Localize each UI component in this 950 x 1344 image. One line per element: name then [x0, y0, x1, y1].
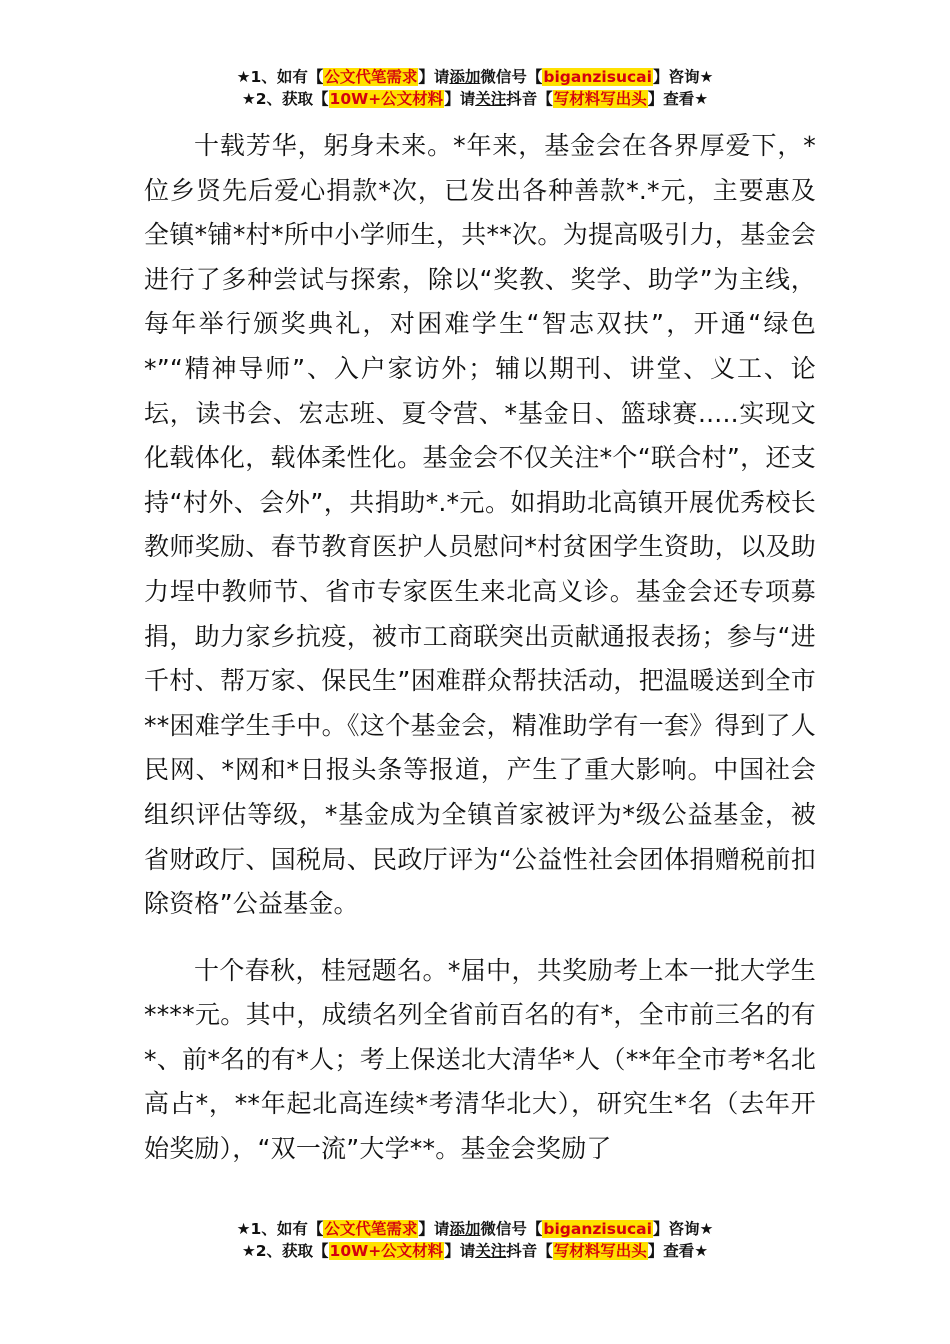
highlight-wechat-id: biganzisucai: [543, 68, 652, 86]
banner-text: 1、如有【: [250, 68, 324, 86]
banner-text: 】咨询★: [652, 68, 714, 86]
banner-text: 】请: [444, 1242, 476, 1260]
banner-text: 】查看★: [647, 90, 709, 108]
banner-line-2: [0, 88, 950, 110]
star-icon: ★: [241, 90, 256, 108]
banner-line-1: [0, 1218, 950, 1240]
document-body: [144, 124, 816, 1172]
header-ad-banner: [0, 66, 950, 110]
banner-text: 微信号【: [480, 1220, 543, 1238]
highlight-wechat-id: biganzisucai: [543, 1220, 652, 1238]
footer-ad-banner: [0, 1218, 950, 1262]
banner-text: 】请: [418, 1220, 450, 1238]
highlight-service: 公文代笔需求: [324, 68, 418, 86]
banner-text: 2、获取【: [255, 1242, 329, 1260]
highlight-douyin-account: 写材料写出头: [553, 1242, 647, 1260]
highlight-materials: 10W+公文材料: [329, 1242, 444, 1260]
paragraph-2: 十个春秋，桂冠题名。*届中，共奖励考上本一批大学生****元。其中，成绩名列全省前百名的有*，全市前三名的有*、前*名的有*人；考上保送北大清华*人（**年全市考*名北高占*，**年起北高连续*考清华北大），研究生*名（去年开始奖励），“双一流”大学**。基金会奖励了: [144, 955, 816, 1164]
banner-text: 微信号【: [480, 68, 543, 86]
underlined-follow: 关注: [475, 90, 507, 108]
banner-text: 2、获取【: [255, 90, 329, 108]
banner-text: 抖音【: [506, 1242, 553, 1260]
star-icon: ★: [241, 1242, 256, 1260]
banner-text: 】查看★: [647, 1242, 709, 1260]
underlined-add: 添加: [449, 68, 481, 86]
banner-line-2: [0, 1240, 950, 1262]
banner-text: 】咨询★: [652, 1220, 714, 1238]
star-icon: ★: [236, 68, 251, 86]
highlight-materials: 10W+公文材料: [329, 90, 444, 108]
highlight-service: 公文代笔需求: [324, 1220, 418, 1238]
banner-text: 】请: [418, 68, 450, 86]
banner-text: 抖音【: [506, 90, 553, 108]
paragraph-1: 十载芳华，躬身未来。*年来，基金会在各界厚爱下，*位乡贤先后爱心捐款*次，已发出各种善款*.*元，主要惠及全镇*铺*村*所中小学师生，共**次。为提高吸引力，基金会进行了多种尝试与探索，除以“奖教、奖学、助学”为主线，每年举行颁奖典礼，对困难学生“智志双扶”，开通“绿色*”“精神导师”、入户家访外；辅以期刊、讲堂、义工、论坛，读书会、宏志班、夏令营、*基金日、篮球赛.....实现文化载体化，载体柔性化。基金会不仅关注*个“联合村”，还支持“村外、会外”，共捐助*.*元。如捐助北高镇开展优秀校长教师奖励、春节教育医护人员慰问*村贫困学生资助，以及助力埕中教师节、省市专家医生来北高义诊。基金会还专项募捐，助力家乡抗疫，被市工商联突出贡献通报表扬；参与“进千村、帮万家、保民生”困难群众帮扶活动，把温暖送到全市**困难学生手中。《这个基金会，精准助学有一套》得到了人民网、*网和*日报头条等报道，产生了重大影响。中国社会组织评估等级，*基金成为全镇首家被评为*级公益基金，被省财政厅、国税局、民政厅评为“公益性社会团体捐赠税前扣除资格”公益基金。: [144, 131, 816, 919]
banner-text: 1、如有【: [250, 1220, 324, 1238]
underlined-add: 添加: [449, 1220, 481, 1238]
banner-text: 】请: [444, 90, 476, 108]
underlined-follow: 关注: [475, 1242, 507, 1260]
star-icon: ★: [236, 1220, 251, 1238]
banner-line-1: [0, 66, 950, 88]
highlight-douyin-account: 写材料写出头: [553, 90, 647, 108]
